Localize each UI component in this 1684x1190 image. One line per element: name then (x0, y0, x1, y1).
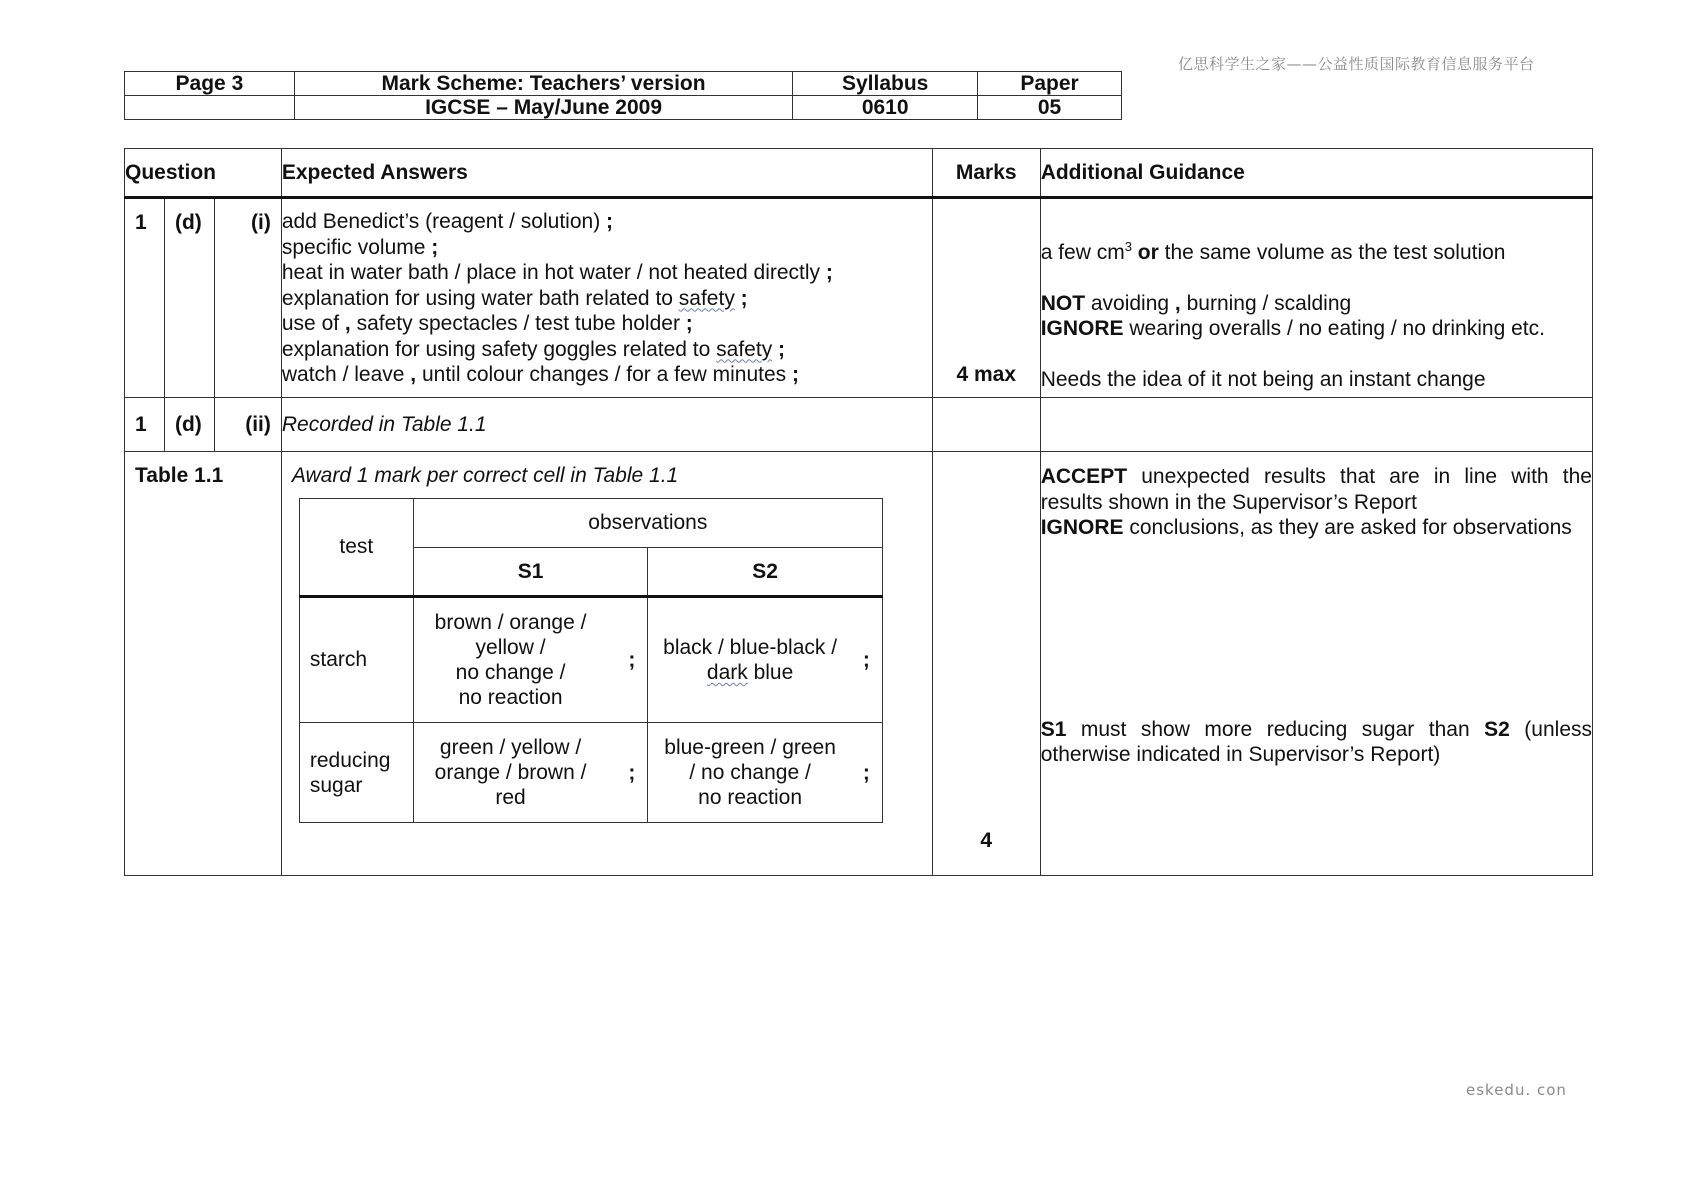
column-expected-answers: Expected Answers (281, 149, 932, 198)
table-row (125, 198, 1593, 398)
guidance-accept: ACCEPT unexpected results that are in line with the results shown in the Supervisor’s Report (1040, 465, 1592, 514)
column-question: Question (125, 149, 282, 198)
question-part: (d) (164, 398, 214, 452)
page-number: Page 3 (125, 72, 295, 96)
question-subpart: (i) (214, 198, 281, 398)
answer-line: specific volume ; (281, 235, 439, 259)
s1-header: S1 (413, 548, 648, 597)
syllabus-label: Syllabus (793, 72, 978, 96)
guidance-line: a few $cm^3$ or the same volume as the test solution (1040, 239, 1506, 264)
paper-number: 05 (978, 96, 1122, 120)
starch-label: starch (299, 597, 413, 723)
header-table (124, 71, 1122, 120)
award-instruction: Award 1 mark per correct cell in Table 1.1 (291, 464, 679, 487)
marks-value: 4 (932, 452, 1040, 876)
table-header-row (125, 149, 1593, 198)
answer-line: add Benedict’s (reagent / solution) ; (281, 210, 614, 233)
table-row (125, 398, 1593, 452)
additional-guidance (1040, 398, 1592, 452)
results-table-1-1 (299, 498, 883, 823)
question-number: 1 (125, 398, 165, 452)
column-additional-guidance: Additional Guidance (1040, 149, 1592, 198)
column-marks: Marks (932, 149, 1040, 198)
syllabus-code: 0610 (793, 96, 978, 120)
watermark-top: 亿思科学生之家——公益性质国际教育信息服务平台 (1178, 55, 1535, 73)
test-header: test (299, 499, 413, 597)
mark-scheme-table (124, 148, 1593, 876)
marks-value: 4 max (932, 198, 1040, 398)
expected-answers (281, 198, 932, 398)
question-number: 1 (125, 198, 165, 398)
expected-answers (281, 452, 932, 876)
answer-line: watch / leave , until colour changes / for a few minutes ; (281, 363, 799, 386)
reducing-sugar-label: reducing sugar (299, 723, 413, 823)
additional-guidance (1040, 452, 1592, 876)
empty-cell (125, 96, 295, 120)
guidance-ignore: IGNORE conclusions, as they are asked for observations (1040, 516, 1572, 539)
observations-header: observations (413, 499, 882, 548)
marks-value (932, 398, 1040, 452)
s2-header: S2 (648, 548, 883, 597)
answer-line: explanation for using water bath related to safety ; (281, 286, 748, 310)
answer-line: explanation for using safety goggles related to safety ; (281, 337, 786, 361)
additional-guidance (1040, 198, 1592, 398)
reducing-sugar-s2-cell: blue-green / green / no change / no reaction ; (648, 723, 883, 823)
guidance-line: IGNORE wearing overalls / no eating / no drinking etc. (1040, 317, 1545, 340)
document-title: Mark Scheme: Teachers’ version (294, 72, 792, 96)
guidance-line: Needs the idea of it not being an instant change (1040, 367, 1486, 391)
reducing-sugar-s1-cell: green / yellow / orange / brown / red ; (413, 723, 648, 823)
table-label: Table 1.1 (125, 452, 282, 876)
watermark-bottom: eskedu. con (1466, 1081, 1567, 1099)
question-part: (d) (164, 198, 214, 398)
starch-s2-cell: black / blue-black / dark blue ; (648, 597, 883, 723)
starch-s1-cell: brown / orange / yellow / no change / no reaction ; (413, 597, 648, 723)
guidance-line: NOT avoiding , burning / scalding (1040, 291, 1352, 315)
expected-answers: Recorded in Table 1.1 (281, 398, 932, 452)
answer-line: use of , safety spectacles / test tube holder ; (281, 312, 693, 335)
answer-line: heat in water bath / place in hot water / not heated directly ; (281, 261, 833, 284)
paper-label: Paper (978, 72, 1122, 96)
table-row (125, 452, 1593, 876)
guidance-s1-s2: S1 must show more reducing sugar than S2 (unless otherwise indicated in Supervisor’s Report) (1040, 717, 1592, 766)
question-subpart: (ii) (214, 398, 281, 452)
exam-session: IGCSE – May/June 2009 (294, 96, 792, 120)
